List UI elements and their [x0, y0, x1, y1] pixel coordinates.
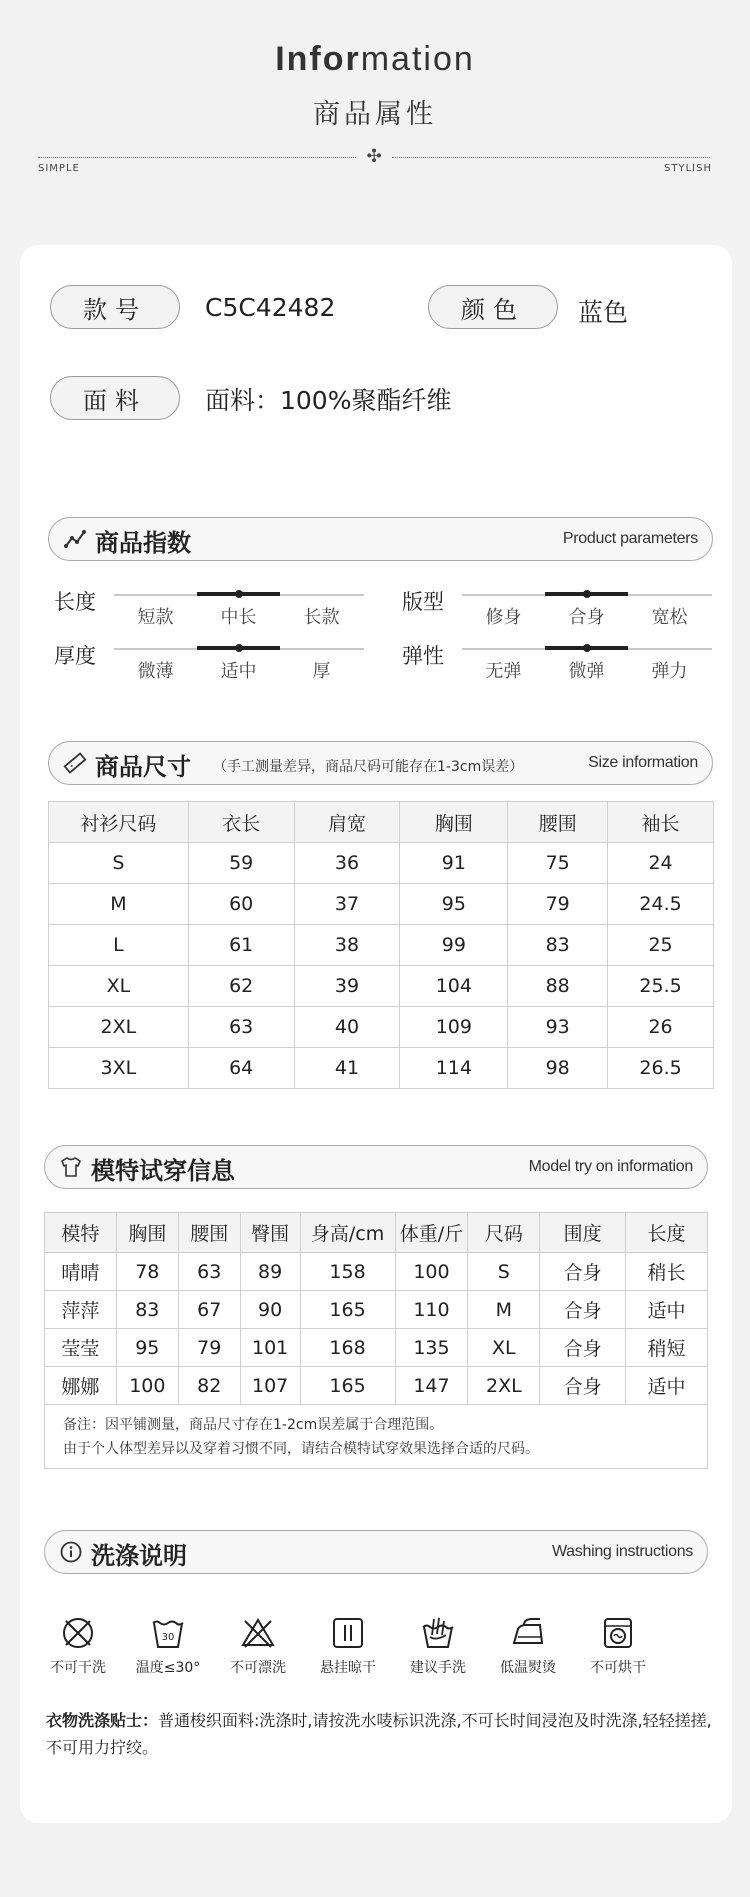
table-cell: 莹莹 [45, 1329, 117, 1367]
divider-right [392, 157, 710, 158]
scale-option: 长款 [303, 607, 340, 628]
table-cell: 110 [395, 1291, 468, 1329]
scale-option: 短款 [137, 607, 174, 628]
size-table [48, 801, 714, 1089]
wash-tip [46, 1707, 716, 1761]
table-header-cell: 胸围 [400, 802, 508, 843]
wash-label: 低温熨烫 [500, 1660, 556, 1676]
table-header-row [49, 802, 714, 843]
scale-selected-dot [235, 644, 243, 652]
table-cell: XL [49, 966, 189, 1007]
scale-elasticity [462, 642, 712, 682]
scale-selected-dot [583, 590, 591, 598]
table-row [49, 966, 714, 1007]
page-subtitle: 商品属性 [313, 99, 437, 130]
scale-option: 微薄 [137, 661, 174, 682]
table-cell: 89 [240, 1253, 300, 1291]
page-title-rest: mation [360, 40, 475, 78]
table-cell: 萍萍 [45, 1291, 117, 1329]
table-cell: 100 [116, 1367, 178, 1405]
fabric-value: 面料：100%聚酯纤维 [205, 386, 452, 415]
hand-wash-icon [420, 1615, 456, 1651]
wash-label: 不可漂洗 [230, 1660, 286, 1676]
scale-thickness [114, 642, 364, 682]
shirt-icon [59, 1155, 83, 1179]
table-cell: 39 [294, 966, 400, 1007]
table-cell: 168 [300, 1329, 395, 1367]
no-dry-clean-icon [60, 1615, 96, 1651]
table-cell: 稍长 [626, 1253, 708, 1291]
ruler-icon [63, 751, 87, 775]
wash-temp-text: 30 [161, 1632, 175, 1643]
table-cell: S [468, 1253, 540, 1291]
index-section-title-en: Product parameters [562, 530, 698, 547]
table-cell: 135 [395, 1329, 468, 1367]
wash-item-hand-wash [398, 1615, 478, 1677]
color-value: 蓝色 [578, 298, 629, 327]
table-row [45, 1329, 708, 1367]
table-header-cell: 长度 [626, 1213, 708, 1253]
wash-section-title: 洗涤说明 [91, 1542, 187, 1570]
table-header-cell: 模特 [45, 1213, 117, 1253]
table-cell: 适中 [626, 1291, 708, 1329]
trend-line-icon [63, 527, 87, 551]
wash-item-no-dry-clean [38, 1615, 118, 1677]
table-cell: 83 [116, 1291, 178, 1329]
table-row [49, 1007, 714, 1048]
table-row [49, 925, 714, 966]
model-table [44, 1212, 708, 1405]
table-header-cell: 腰围 [178, 1213, 240, 1253]
scale-option: 修身 [485, 607, 522, 628]
table-header-cell: 腰围 [508, 802, 608, 843]
table-row [45, 1291, 708, 1329]
divider-left [38, 157, 356, 158]
table-cell: 41 [294, 1048, 400, 1089]
wash-item-no-bleach [218, 1615, 298, 1677]
table-cell: 娜娜 [45, 1367, 117, 1405]
table-cell: 107 [240, 1367, 300, 1405]
table-cell: 61 [188, 925, 294, 966]
wash-tip-label: 衣物洗涤贴士： [46, 1711, 159, 1730]
low-iron-icon [510, 1615, 546, 1651]
tag-stylish: STYLISH [664, 163, 712, 174]
table-header-cell: 尺码 [468, 1213, 540, 1253]
wash-item-no-tumble-dry [578, 1615, 658, 1677]
table-cell: 93 [508, 1007, 608, 1048]
table-cell: 75 [508, 843, 608, 884]
wash-label: 不可烘干 [590, 1660, 646, 1676]
table-cell: 95 [400, 884, 508, 925]
table-cell: 2XL [49, 1007, 189, 1048]
table-header-cell: 臀围 [240, 1213, 300, 1253]
table-cell: 67 [178, 1291, 240, 1329]
wash-item-hang-dry [308, 1615, 388, 1677]
table-cell: 101 [240, 1329, 300, 1367]
table-cell: 晴晴 [45, 1253, 117, 1291]
table-cell: 64 [188, 1048, 294, 1089]
table-row [49, 843, 714, 884]
table-cell: 26.5 [608, 1048, 714, 1089]
table-cell: 合身 [540, 1291, 626, 1329]
table-cell: 24 [608, 843, 714, 884]
table-row [45, 1253, 708, 1291]
model-section-title: 模特试穿信息 [91, 1157, 235, 1185]
scale-selected-dot [583, 644, 591, 652]
table-cell: 62 [188, 966, 294, 1007]
table-cell: 165 [300, 1291, 395, 1329]
index-label-length: 长度 [54, 590, 96, 614]
table-cell: 2XL [468, 1367, 540, 1405]
table-cell: XL [468, 1329, 540, 1367]
table-cell: 98 [508, 1048, 608, 1089]
wash-item-low-iron [488, 1615, 568, 1677]
table-header-cell: 肩宽 [294, 802, 400, 843]
table-cell: 25 [608, 925, 714, 966]
color-label: 颜色 [428, 285, 558, 329]
table-cell: 158 [300, 1253, 395, 1291]
index-section-header [48, 517, 713, 561]
table-header-row [45, 1213, 708, 1253]
wash-label: 建议手洗 [410, 1660, 466, 1676]
tag-simple: SIMPLE [38, 163, 80, 174]
table-cell: 83 [508, 925, 608, 966]
scale-option: 无弹 [485, 661, 522, 682]
wash-item-temp [128, 1615, 208, 1677]
table-cell: 36 [294, 843, 400, 884]
table-cell: 91 [400, 843, 508, 884]
table-cell: 104 [400, 966, 508, 1007]
wash-label: 不可干洗 [50, 1660, 106, 1676]
wash-temp-icon [150, 1615, 186, 1651]
model-note-line: 由于个人体型差异以及穿着习惯不同，请结合模特试穿效果选择合适的尺码。 [63, 1441, 539, 1457]
table-cell: 88 [508, 966, 608, 1007]
wash-section-title-en: Washing instructions [551, 1543, 693, 1560]
table-cell: M [468, 1291, 540, 1329]
table-cell: 25.5 [608, 966, 714, 1007]
table-cell: 90 [240, 1291, 300, 1329]
info-card [20, 245, 732, 1823]
table-header-cell: 围度 [540, 1213, 626, 1253]
table-cell: 63 [178, 1253, 240, 1291]
table-header-cell: 袖长 [608, 802, 714, 843]
page-title [0, 40, 750, 79]
scale-option: 厚 [312, 661, 331, 682]
table-cell: 79 [178, 1329, 240, 1367]
style-no-value: C5C42482 [205, 293, 336, 322]
table-cell: 3XL [49, 1048, 189, 1089]
scale-length [114, 588, 364, 628]
table-cell: 合身 [540, 1367, 626, 1405]
table-cell: 165 [300, 1367, 395, 1405]
scale-option: 适中 [220, 661, 257, 682]
size-section-note: （手工测量差异，商品尺码可能存在1-3cm误差） [213, 759, 524, 775]
scale-option: 弹力 [651, 661, 688, 682]
table-cell: 63 [188, 1007, 294, 1048]
index-label-thickness: 厚度 [54, 644, 96, 668]
table-cell: 147 [395, 1367, 468, 1405]
model-section-title-en: Model try on information [528, 1158, 693, 1175]
no-tumble-dry-icon [600, 1615, 636, 1651]
table-row [49, 884, 714, 925]
table-cell: 合身 [540, 1253, 626, 1291]
scale-option: 微弹 [568, 661, 605, 682]
table-header-cell: 胸围 [116, 1213, 178, 1253]
table-cell: 114 [400, 1048, 508, 1089]
table-cell: 稍短 [626, 1329, 708, 1367]
table-cell: 99 [400, 925, 508, 966]
scale-option: 中长 [220, 607, 257, 628]
index-section-title: 商品指数 [95, 529, 191, 557]
table-cell: 79 [508, 884, 608, 925]
scale-fit [462, 588, 712, 628]
table-row [45, 1367, 708, 1405]
hang-dry-icon [330, 1615, 366, 1651]
model-section-header [44, 1145, 708, 1189]
model-note [44, 1403, 708, 1469]
table-cell: 40 [294, 1007, 400, 1048]
table-header-cell: 身高/cm [300, 1213, 395, 1253]
table-cell: 109 [400, 1007, 508, 1048]
table-cell: 82 [178, 1367, 240, 1405]
table-header-cell: 体重/斤 [395, 1213, 468, 1253]
table-cell: 95 [116, 1329, 178, 1367]
scale-option: 合身 [568, 607, 605, 628]
table-cell: 59 [188, 843, 294, 884]
table-cell: S [49, 843, 189, 884]
table-cell: 37 [294, 884, 400, 925]
table-header-cell: 衬衫尺码 [49, 802, 189, 843]
scale-selected-dot [235, 590, 243, 598]
page-title-bold: Infor [275, 40, 361, 78]
size-section-header [48, 741, 713, 785]
index-label-fit: 版型 [402, 590, 444, 614]
table-cell: 适中 [626, 1367, 708, 1405]
style-no-label: 款号 [50, 285, 180, 329]
index-label-elasticity: 弹性 [402, 644, 444, 668]
table-row [49, 1048, 714, 1089]
wash-label: 悬挂晾干 [320, 1660, 376, 1676]
table-cell: L [49, 925, 189, 966]
table-cell: 24.5 [608, 884, 714, 925]
fabric-label: 面料 [50, 376, 180, 420]
scale-option: 宽松 [651, 607, 688, 628]
table-cell: 合身 [540, 1329, 626, 1367]
cross-mark-icon: ✣ [366, 146, 382, 167]
size-section-title: 商品尺寸 [95, 753, 191, 781]
wash-label: 温度≤30° [135, 1660, 201, 1676]
table-cell: 100 [395, 1253, 468, 1291]
size-section-title-en: Size information [588, 754, 698, 771]
wash-tip-text: 普通梭织面料:洗涤时,请按洗水唛标识洗涤,不可长时间浸泡及时洗涤,轻轻搓搓,不可用力拧绞。 [46, 1711, 712, 1757]
table-cell: 38 [294, 925, 400, 966]
table-header-cell: 衣长 [188, 802, 294, 843]
table-cell: 26 [608, 1007, 714, 1048]
wash-section-header [44, 1530, 708, 1574]
table-cell: 78 [116, 1253, 178, 1291]
table-cell: 60 [188, 884, 294, 925]
model-note-line: 备注：因平铺测量，商品尺寸存在1-2cm误差属于合理范围。 [63, 1417, 444, 1433]
table-cell: M [49, 884, 189, 925]
info-circle-icon [59, 1540, 83, 1564]
no-bleach-icon [240, 1615, 276, 1651]
